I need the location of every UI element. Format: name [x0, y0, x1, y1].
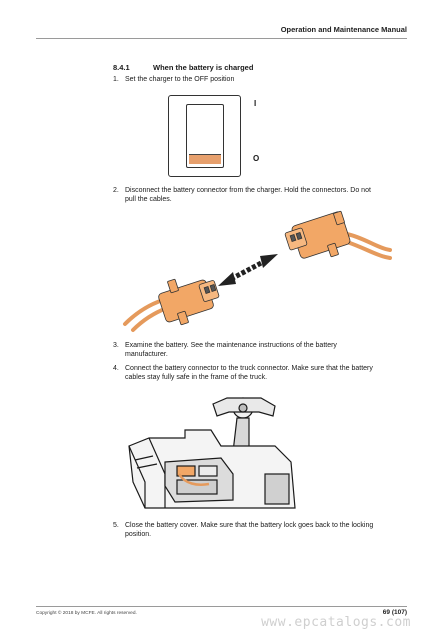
- connector-disconnect-illustration: [115, 208, 395, 333]
- step-5: [113, 521, 375, 539]
- section-number: 8.4.1: [113, 63, 130, 72]
- section-heading: [113, 63, 253, 72]
- footer-divider: [36, 606, 407, 607]
- step-text: Disconnect the battery connector from the charger. Hold the connectors. Do not pull the cables.: [125, 187, 371, 203]
- step-number: 3.: [113, 342, 119, 349]
- footer-copyright: Copyright © 2018 by MCFE. All rights reserved.: [36, 611, 137, 616]
- switch-off-indicator: [189, 154, 221, 164]
- charger-switch-illustration: [168, 95, 241, 177]
- switch-off-label: O: [253, 154, 260, 163]
- watermark: www.epcatalogs.com: [261, 615, 411, 630]
- charger-cable: [347, 234, 390, 250]
- step-number: 1.: [113, 76, 119, 83]
- charger-connector: [285, 211, 351, 259]
- step-text: Examine the battery. See the maintenance instructions of the battery manufacturer.: [125, 342, 337, 358]
- step-2: [113, 186, 375, 204]
- header-divider: [36, 38, 407, 39]
- step-text: Set the charger to the OFF position: [125, 76, 235, 83]
- header-title: Operation and Maintenance Manual: [280, 25, 407, 34]
- switch-on-label: I: [254, 99, 257, 108]
- step-number: 5.: [113, 522, 119, 529]
- disconnect-arrow-icon: [218, 254, 278, 286]
- step-text: Connect the battery connector to the truck connector. Make sure that the battery cables stay fully safe in the frame of the truck.: [125, 365, 373, 381]
- battery-connector: [158, 279, 220, 325]
- rocker-switch: [186, 104, 224, 168]
- section-title: When the battery is charged: [153, 63, 254, 72]
- step-text: Close the battery cover. Make sure that the battery lock goes back to the locking position.: [125, 522, 374, 538]
- step-1: [113, 75, 375, 84]
- truck-battery-illustration: [125, 390, 305, 512]
- step-3: [113, 341, 375, 359]
- step-4: [113, 364, 375, 382]
- step-number: 4.: [113, 365, 119, 372]
- page-number: 69 (107): [382, 609, 407, 616]
- step-number: 2.: [113, 187, 119, 194]
